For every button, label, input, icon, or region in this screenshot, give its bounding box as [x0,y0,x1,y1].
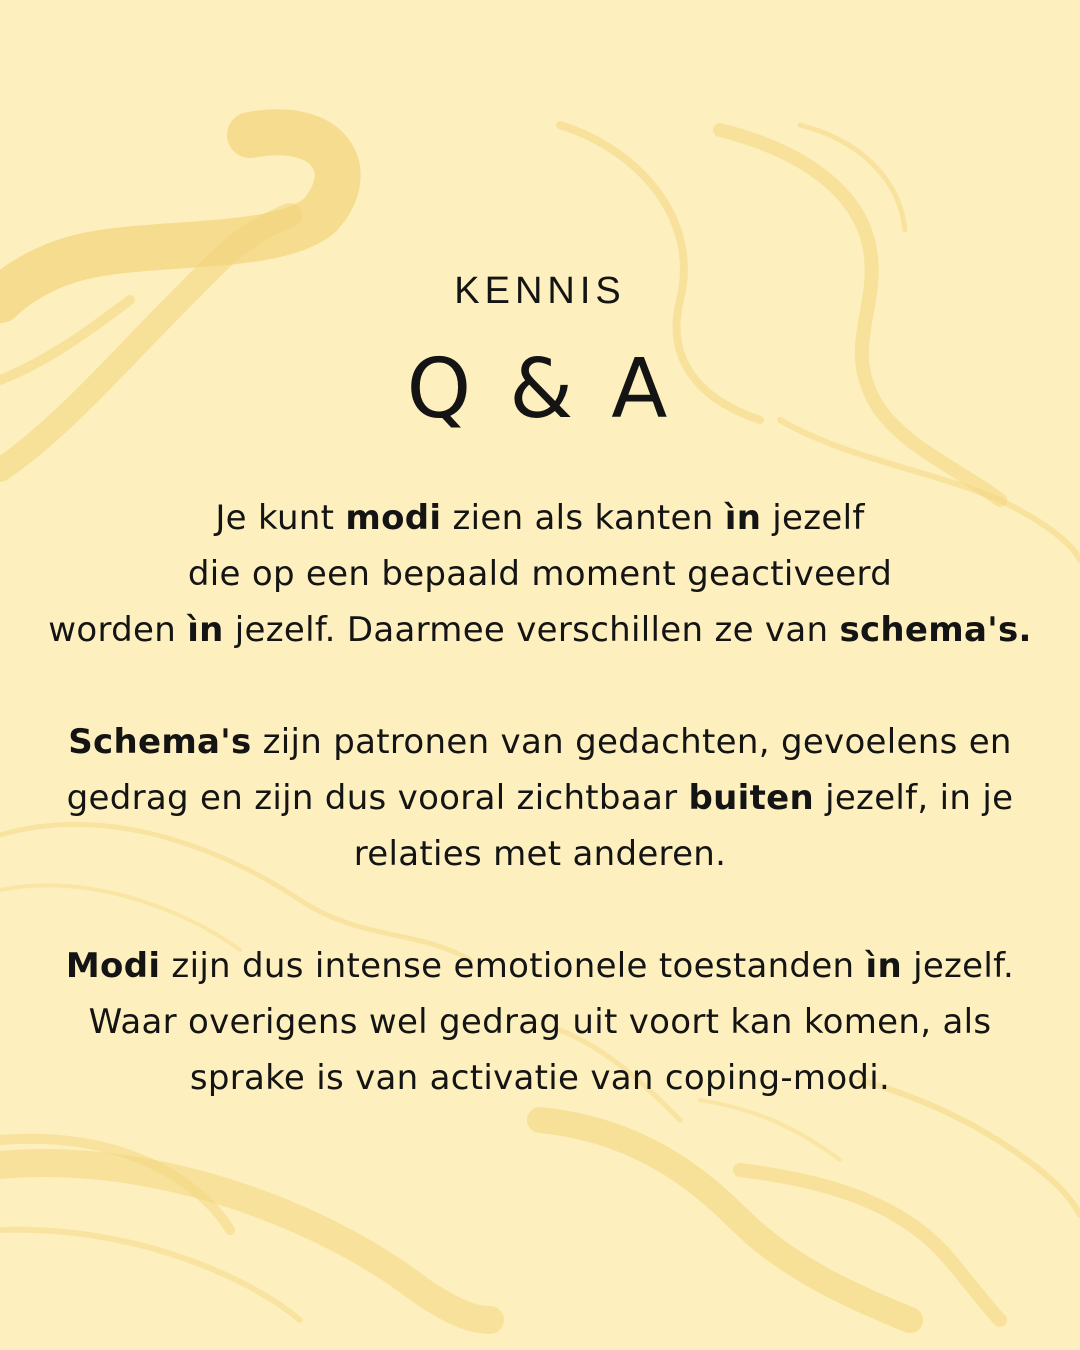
body-text: Waar overigens wel gedrag uit voort kan komen, als [88,1002,992,1042]
emphasis-text: buiten [688,778,814,818]
paragraph-modi [0,490,1080,658]
body-text: worden [48,610,188,650]
body-text: die op een bepaald moment geactiveerd [187,554,893,594]
body-text: zien als kanten [441,498,725,538]
emphasis-text: Schema's [68,722,252,762]
text-line [0,826,1080,882]
text-line [0,1050,1080,1106]
emphasis-text: schema's. [839,610,1032,650]
text-line [0,938,1080,994]
text-line [0,714,1080,770]
body-text: jezelf. Daarmee verschillen ze van [223,610,840,650]
emphasis-text: ìn [187,610,224,650]
text-line [0,546,1080,602]
body-text: jezelf. [901,946,1015,986]
text-line [0,490,1080,546]
text-line [0,770,1080,826]
body-text: relaties met anderen. [353,834,727,874]
body-text: zijn patronen van gedachten, gevoelens en [251,722,1012,762]
body-text: gedrag en zijn dus vooral zichtbaar [66,778,689,818]
kicker-label: KENNIS [454,270,626,312]
emphasis-text: modi [345,498,442,538]
paragraph-schemas [0,714,1080,882]
page-title: Q & A [406,342,674,437]
body-text: jezelf [761,498,865,538]
text-line [0,602,1080,658]
body-text: Je kunt [215,498,346,538]
body-text: jezelf, in je [813,778,1014,818]
paragraph-conclusion [0,938,1080,1106]
body-text: sprake is van activatie van coping-modi. [189,1058,891,1098]
emphasis-text: ìn [724,498,762,538]
emphasis-text: ìn [865,946,902,986]
text-line [0,994,1080,1050]
body-text: zijn dus intense emotionele toestanden [160,946,866,986]
emphasis-text: Modi [65,946,161,986]
